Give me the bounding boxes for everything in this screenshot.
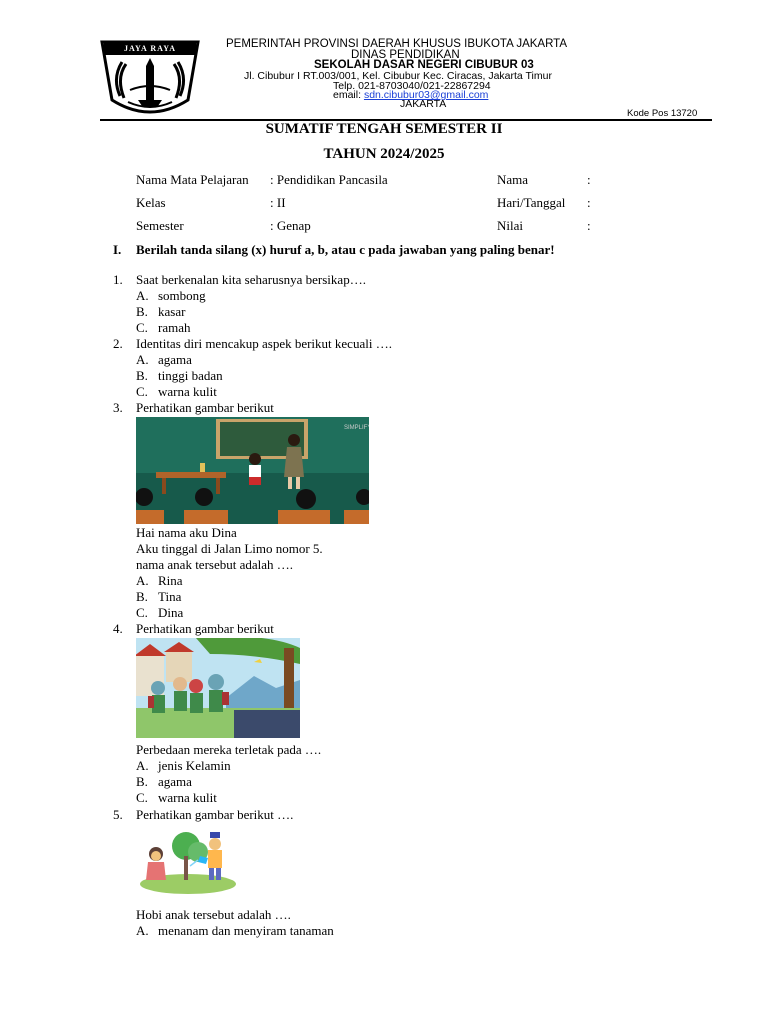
header-city: JAKARTA <box>400 98 447 110</box>
option-text[interactable]: Rina <box>158 573 183 588</box>
option-letter[interactable]: A. <box>136 758 149 773</box>
question-line: Aku tinggal di Jalan Limo nomor 5. <box>136 541 323 556</box>
question-number: 1. <box>113 272 123 287</box>
option-letter[interactable]: B. <box>136 368 148 383</box>
option-letter[interactable]: B. <box>136 304 148 319</box>
question-number: 5. <box>113 807 123 822</box>
school-logo <box>100 40 200 118</box>
question-line: nama anak tersebut adalah …. <box>136 557 294 572</box>
question-text: Saat berkenalan kita seharusnya bersikap…. <box>136 272 366 287</box>
option-letter[interactable]: A. <box>136 352 149 367</box>
option-text[interactable]: tinggi badan <box>158 368 223 383</box>
option-letter[interactable]: A. <box>136 923 149 938</box>
option-letter[interactable]: A. <box>136 573 149 588</box>
question-number: 2. <box>113 336 123 351</box>
option-letter[interactable]: A. <box>136 288 149 303</box>
score-field[interactable]: : <box>587 218 591 233</box>
subject-value: : Pendidikan Pancasila <box>270 172 388 187</box>
name-field[interactable]: : <box>587 172 591 187</box>
option-text[interactable]: kasar <box>158 304 186 319</box>
email-link[interactable]: sdn.cibubur03@gmail.com <box>363 89 489 101</box>
header-line-1: PEMERINTAH PROVINSI DAERAH KHUSUS IBUKOTA JAKARTA <box>226 38 568 50</box>
question-text: Identitas diri mencakup aspek berikut kecuali …. <box>136 336 392 351</box>
option-letter[interactable]: C. <box>136 605 148 620</box>
children-walking-illustration <box>136 638 300 738</box>
option-letter[interactable]: B. <box>136 774 148 789</box>
exam-year: TAHUN 2024/2025 <box>323 146 445 162</box>
option-text[interactable]: sombong <box>158 288 206 303</box>
option-letter[interactable]: C. <box>136 320 148 335</box>
question-line: Hobi anak tersebut adalah …. <box>136 907 291 922</box>
exam-title: SUMATIF TENGAH SEMESTER II <box>265 121 503 137</box>
logo-text: JAYA RAYA <box>123 44 177 53</box>
option-letter[interactable]: C. <box>136 790 148 805</box>
option-text[interactable]: Dina <box>158 605 184 620</box>
gardening-illustration <box>136 828 238 900</box>
question-line: Perbedaan mereka terletak pada …. <box>136 742 322 757</box>
name-label: Nama <box>497 172 529 187</box>
option-text[interactable]: warna kulit <box>158 384 217 399</box>
header-phone: Telp. 021-8703040/021-22867294 <box>333 80 491 92</box>
email-label: email: <box>333 89 362 101</box>
header-line-3: SEKOLAH DASAR NEGERI CIBUBUR 03 <box>314 59 534 71</box>
option-text[interactable]: Tina <box>158 589 182 604</box>
letterhead <box>0 0 768 122</box>
postal-code: Kode Pos 13720 <box>627 108 698 119</box>
section-number: I. <box>113 242 122 257</box>
question-number: 4. <box>113 621 123 636</box>
question-text: Perhatikan gambar berikut …. <box>136 807 294 822</box>
option-text[interactable]: warna kulit <box>158 790 217 805</box>
header-address: Jl. Cibubur I RT.003/001, Kel. Cibubur Kec. Ciracas, Jakarta Timur <box>244 70 552 82</box>
semester-label: Semester <box>136 218 184 233</box>
question-line: Hai nama aku Dina <box>136 525 237 540</box>
question-text: Perhatikan gambar berikut <box>136 621 274 636</box>
class-value: : II <box>270 195 286 210</box>
question-text: Perhatikan gambar berikut <box>136 400 274 415</box>
option-text[interactable]: jenis Kelamin <box>158 758 231 773</box>
class-label: Kelas <box>136 195 166 210</box>
svg-text:SIMPLIFY: SIMPLIFY <box>344 425 369 431</box>
semester-value: : Genap <box>270 218 311 233</box>
option-text[interactable]: agama <box>158 352 192 367</box>
option-text[interactable]: ramah <box>158 320 191 335</box>
option-letter[interactable]: B. <box>136 589 148 604</box>
option-text[interactable]: menanam dan menyiram tanaman <box>158 923 334 938</box>
subject-label: Nama Mata Pelajaran <box>136 172 249 187</box>
option-letter[interactable]: C. <box>136 384 148 399</box>
date-field[interactable]: : <box>587 195 591 210</box>
score-label: Nilai <box>497 218 523 233</box>
header-line-2: DINAS PENDIDIKAN <box>351 49 460 61</box>
question-number: 3. <box>113 400 123 415</box>
section-instruction: Berilah tanda silang (x) huruf a, b, atau c pada jawaban yang paling benar! <box>136 242 555 257</box>
classroom-illustration <box>136 417 369 524</box>
option-text[interactable]: agama <box>158 774 192 789</box>
date-label: Hari/Tanggal <box>497 195 566 210</box>
